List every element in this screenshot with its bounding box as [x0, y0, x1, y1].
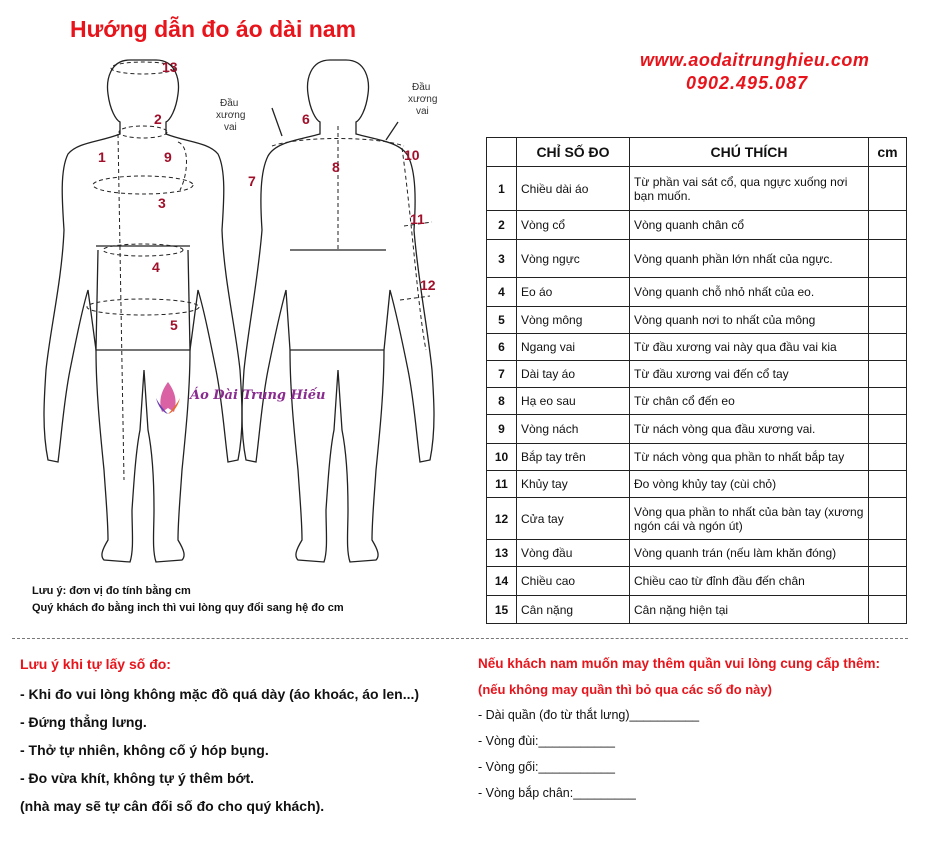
row-number: 15 — [487, 596, 517, 624]
row-measure: Chiều dài áo — [517, 167, 630, 211]
header-cm: cm — [869, 138, 907, 167]
row-measure: Hạ eo sau — [517, 388, 630, 415]
row-measure: Vòng cổ — [517, 211, 630, 240]
row-number: 8 — [487, 388, 517, 415]
row-cm-field[interactable] — [869, 498, 907, 540]
row-number: 11 — [487, 471, 517, 498]
self-measure-line: - Đứng thẳng lưng. — [20, 714, 147, 730]
thigh-field[interactable]: - Vòng đùi:___________ — [478, 734, 615, 748]
table-row — [487, 240, 907, 278]
header-number — [487, 138, 517, 167]
row-description: Vòng quanh phần lớn nhất của ngực. — [630, 240, 869, 278]
phone-number: 0902.495.087 — [686, 73, 809, 93]
row-cm-field[interactable] — [869, 567, 907, 596]
shoulder-annotation-left-2: xương — [216, 110, 246, 121]
row-cm-field[interactable] — [869, 596, 907, 624]
row-cm-field[interactable] — [869, 334, 907, 361]
row-cm-field[interactable] — [869, 471, 907, 498]
row-description: Từ nách vòng qua đầu xương vai. — [630, 415, 869, 444]
row-description: Chiều cao từ đỉnh đầu đến chân — [630, 567, 869, 596]
row-description: Vòng quanh nơi to nhất của mông — [630, 307, 869, 334]
row-number: 2 — [487, 211, 517, 240]
row-number: 4 — [487, 278, 517, 307]
body-measurement-illustration — [40, 50, 460, 580]
marker-3: 3 — [158, 195, 166, 211]
self-measure-line: - Đo vừa khít, không tự ý thêm bớt. — [20, 770, 255, 786]
table-row — [487, 444, 907, 471]
table-row — [487, 211, 907, 240]
row-measure: Cửa tay — [517, 498, 630, 540]
row-number: 14 — [487, 567, 517, 596]
section-divider — [12, 638, 908, 639]
row-cm-field[interactable] — [869, 167, 907, 211]
row-number: 9 — [487, 415, 517, 444]
table-row — [487, 361, 907, 388]
row-measure: Chiều cao — [517, 567, 630, 596]
logo-icon — [148, 378, 188, 418]
logo-text: Áo Dài Trung Hiếu — [190, 388, 326, 403]
row-description: Từ đầu xương vai này qua đầu vai kia — [630, 334, 869, 361]
page-title: Hướng dẫn đo áo dài nam — [70, 16, 357, 42]
marker-9: 9 — [164, 149, 172, 165]
marker-5: 5 — [170, 317, 178, 333]
self-measure-line: - Thở tự nhiên, không cố ý hóp bụng. — [20, 742, 269, 758]
row-cm-field[interactable] — [869, 444, 907, 471]
self-measure-line: - Khi đo vui lòng không mặc đồ quá dày (áo khoác, áo len...) — [20, 686, 420, 702]
row-description: Vòng quanh chân cổ — [630, 211, 869, 240]
row-number: 13 — [487, 540, 517, 567]
table-header-row — [487, 138, 907, 167]
self-measure-heading: Lưu ý khi tự lấy số đo: — [20, 656, 171, 672]
row-number: 7 — [487, 361, 517, 388]
row-measure: Dài tay áo — [517, 361, 630, 388]
marker-4: 4 — [152, 259, 160, 275]
unit-note: Lưu ý: đơn vị đo tính bằng cm — [32, 585, 191, 597]
measurement-table — [486, 137, 907, 624]
row-measure: Eo áo — [517, 278, 630, 307]
row-cm-field[interactable] — [869, 211, 907, 240]
table-row — [487, 498, 907, 540]
trousers-length-field[interactable]: - Dài quần (đo từ thắt lưng)__________ — [478, 708, 700, 722]
table-row — [487, 540, 907, 567]
row-measure: Cân nặng — [517, 596, 630, 624]
row-measure: Bắp tay trên — [517, 444, 630, 471]
row-cm-field[interactable] — [869, 415, 907, 444]
row-description: Vòng quanh chỗ nhỏ nhất của eo. — [630, 278, 869, 307]
marker-1: 1 — [98, 149, 106, 165]
row-description: Vòng qua phần to nhất của bàn tay (xương ngón cái và ngón út) — [630, 498, 869, 540]
shoulder-annotation-left-3: vai — [224, 122, 237, 133]
calf-field[interactable]: - Vòng bắp chân:_________ — [478, 786, 636, 800]
row-cm-field[interactable] — [869, 307, 907, 334]
trousers-subheading: (nếu không may quần thì bỏ qua các số đo này) — [478, 682, 772, 697]
marker-13: 13 — [162, 59, 178, 75]
row-description: Từ phần vai sát cổ, qua ngực xuống nơi bạn muốn. — [630, 167, 869, 211]
header-measure: CHỈ SỐ ĐO — [517, 138, 630, 167]
row-description: Từ đầu xương vai đến cổ tay — [630, 361, 869, 388]
inch-note: Quý khách đo bằng inch thì vui lòng quy đổi sang hệ đo cm — [32, 602, 344, 614]
row-measure: Vòng mông — [517, 307, 630, 334]
marker-10: 10 — [404, 147, 420, 163]
marker-7: 7 — [248, 173, 256, 189]
row-number: 12 — [487, 498, 517, 540]
row-cm-field[interactable] — [869, 361, 907, 388]
row-measure: Vòng đầu — [517, 540, 630, 567]
table-row — [487, 596, 907, 624]
row-description: Vòng quanh trán (nếu làm khăn đóng) — [630, 540, 869, 567]
self-measure-line: (nhà may sẽ tự cân đối số đo cho quý khách). — [20, 798, 325, 814]
marker-12: 12 — [420, 277, 436, 293]
shoulder-annotation-right-2: xương — [408, 94, 438, 105]
shoulder-annotation-right-3: vai — [416, 106, 429, 117]
marker-11: 11 — [410, 211, 425, 227]
table-row — [487, 567, 907, 596]
row-measure: Khủy tay — [517, 471, 630, 498]
table-row — [487, 471, 907, 498]
row-description: Từ chân cổ đến eo — [630, 388, 869, 415]
shoulder-annotation-right-1: Đầu — [412, 82, 431, 93]
row-number: 1 — [487, 167, 517, 211]
table-row — [487, 388, 907, 415]
marker-6: 6 — [302, 111, 310, 127]
row-description: Cân nặng hiện tại — [630, 596, 869, 624]
row-cm-field[interactable] — [869, 278, 907, 307]
shoulder-annotation-left-1: Đầu — [220, 98, 239, 109]
table-row — [487, 415, 907, 444]
website-text: www.aodaitrunghieu.com — [640, 50, 870, 70]
table-row — [487, 307, 907, 334]
marker-2: 2 — [154, 111, 162, 127]
row-number: 3 — [487, 240, 517, 278]
table-row — [487, 334, 907, 361]
table-row — [487, 278, 907, 307]
row-measure: Vòng nách — [517, 415, 630, 444]
header-description: CHÚ THÍCH — [630, 138, 869, 167]
table-row — [487, 167, 907, 211]
row-number: 5 — [487, 307, 517, 334]
knee-field[interactable]: - Vòng gối:___________ — [478, 760, 615, 774]
row-number: 10 — [487, 444, 517, 471]
row-measure: Ngang vai — [517, 334, 630, 361]
row-measure: Vòng ngực — [517, 240, 630, 278]
row-description: Đo vòng khủy tay (cùi chỏ) — [630, 471, 869, 498]
row-cm-field[interactable] — [869, 388, 907, 415]
marker-8: 8 — [332, 159, 340, 175]
row-description: Từ nách vòng qua phần to nhất bắp tay — [630, 444, 869, 471]
row-cm-field[interactable] — [869, 240, 907, 278]
row-number: 6 — [487, 334, 517, 361]
row-cm-field[interactable] — [869, 540, 907, 567]
trousers-heading: Nếu khách nam muốn may thêm quần vui lòng cung cấp thêm: — [478, 656, 881, 671]
